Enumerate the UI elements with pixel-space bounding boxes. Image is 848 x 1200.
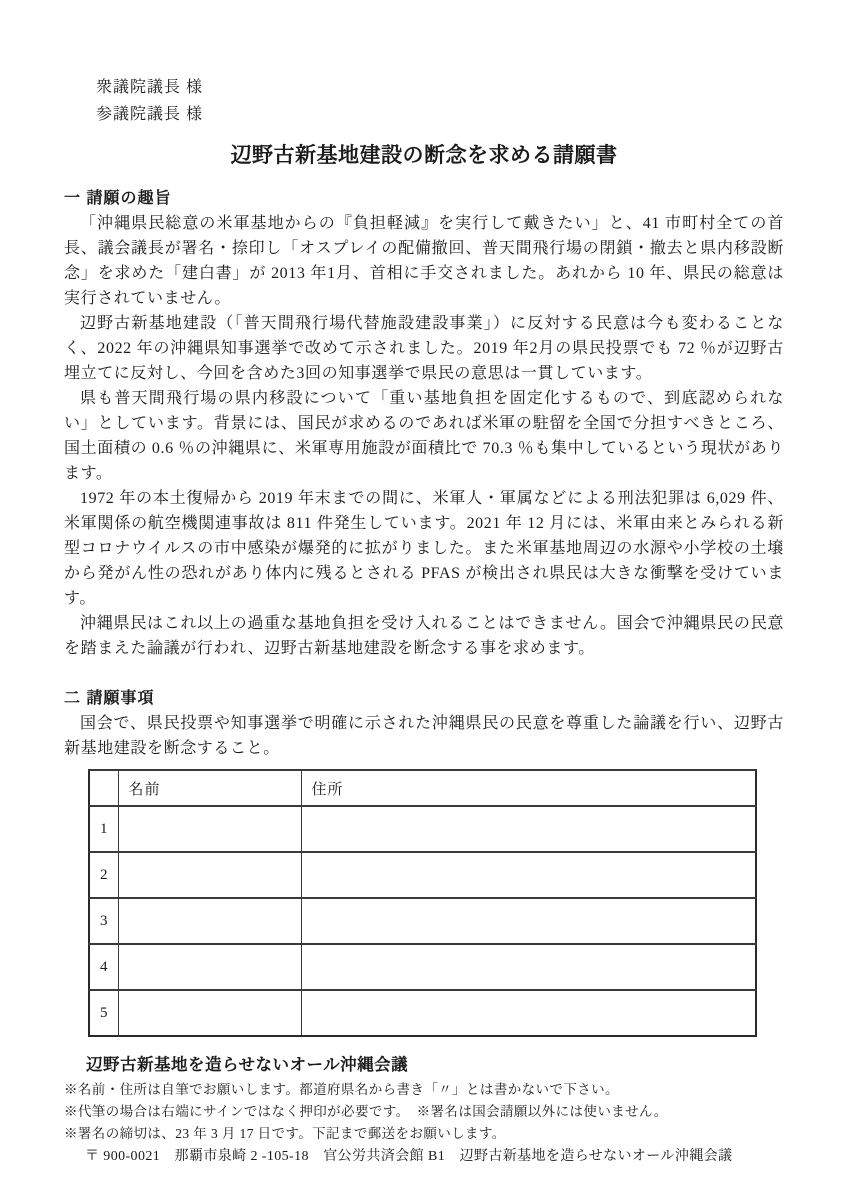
signature-row-3 [89, 898, 756, 944]
signature-address-cell[interactable] [301, 806, 756, 852]
signature-name-cell[interactable] [118, 944, 301, 990]
addressee-line-house-of-councillors: 参議院議長 様 [96, 106, 204, 123]
footnote-block [64, 1079, 784, 1145]
signature-name-cell[interactable] [118, 806, 301, 852]
signature-name-cell[interactable] [118, 898, 301, 944]
paragraph-elections: 辺野古新基地建設（「普天間飛行場代替施設建設事業」）に反対する民意は今も変わることなく、2022 年の沖縄県知事選挙で改めて示されました。2019 年2月の県民投票でも 72 ％が辺野古埋立てに反対し、今回を含めた3回の知事選挙で県民の意思は一貫しています。 [64, 315, 784, 382]
organization-name: 辺野古新基地を造らせないオール沖縄会議 [86, 1056, 409, 1074]
signature-name-cell[interactable] [118, 852, 301, 898]
row-number: 5 [89, 990, 118, 1036]
signature-address-cell[interactable] [301, 852, 756, 898]
section-heading-petition-items: 二 請願事項 [64, 690, 155, 707]
footnote-deadline: ※署名の締切は、23 年 3 月 17 日です。下記まで郵送をお願いします。 [64, 1126, 506, 1141]
signature-table-header-row [89, 770, 756, 806]
addressee-line-house-of-representatives: 衆議院議長 様 [96, 79, 204, 96]
row-number: 2 [89, 852, 118, 898]
column-header-address: 住所 [301, 770, 756, 806]
signature-name-cell[interactable] [118, 990, 301, 1036]
paragraph-kenpakusho: 「沖縄県民総意の米軍基地からの『負担軽減』を実行して戴きたい」と、41 市町村全ての首長、議会議長が署名・捺印し「オスプレイの配備撤回、普天間飛行場の閉鎖・撤去と県内移設断念」を求めた「建白書」が 2013 年1月、首相に手交されました。あれから 10 年、県民の総意は実行されていません。 [64, 215, 784, 307]
row-number: 4 [89, 944, 118, 990]
signature-table [88, 769, 757, 1037]
row-number: 1 [89, 806, 118, 852]
column-header-number [89, 770, 118, 806]
signature-row-5 [89, 990, 756, 1036]
section-heading-purpose: 一 請願の趣旨 [64, 190, 172, 207]
addressee-block [96, 74, 784, 128]
paragraph-incidents-pfas: 1972 年の本土復帰から 2019 年末までの間に、米軍人・軍属などによる刑法犯罪は 6,029 件、米軍関係の航空機関連事故は 811 件発生しています。2021 年 12 月には、米軍由来とみられる新型コロナウイルスの市中感染が爆発的に拡がりました。また米軍基地周辺の水源や小学校の土壌から発がん性の恐れがあり体内に残るとされる PFAS が検出され県民は大きな衝撃を受けています。 [64, 490, 784, 607]
paragraph-conclusion: 沖縄県民はこれ以上の過重な基地負担を受け入れることはできません。国会で沖縄県民の民意を踏まえた論議が行われ、辺野古新基地建設を断念する事を求めます。 [64, 615, 784, 657]
signature-address-cell[interactable] [301, 898, 756, 944]
footnote-proxy-seal: ※代筆の場合は右端にサインではなく押印が必要です。 ※署名は国会請願以外には使いません。 [64, 1104, 668, 1119]
paragraph-base-burden: 県も普天間飛行場の県内移設について「重い基地負担を固定化するもので、到底認められない」としています。背景には、国民が求めるのであれば米軍の駐留を全国で分担すべきところ、国土面積の 0.6 ％の沖縄県に、米軍専用施設が面積比で 70.3 ％も集中しているという現状があります。 [64, 390, 784, 482]
mailing-address: 〒 900-0021 那覇市泉崎 2 -105-18 官公労共済会館 B1 辺野古新基地を造らせないオール沖縄会議 [85, 1149, 733, 1164]
document-title: 辺野古新基地建設の断念を求める請願書 [230, 143, 618, 167]
signature-address-cell[interactable] [301, 944, 756, 990]
paragraph-petition-item: 国会で、県民投票や知事選挙で明確に示された沖縄県民の民意を尊重した論議を行い、辺野古新基地建設を断念すること。 [64, 715, 784, 757]
footnote-handwriting: ※名前・住所は自筆でお願いします。都道府県名から書き「〃」とは書かないで下さい。 [64, 1082, 619, 1097]
signature-address-cell[interactable] [301, 990, 756, 1036]
signature-row-4 [89, 944, 756, 990]
row-number: 3 [89, 898, 118, 944]
signature-row-1 [89, 806, 756, 852]
signature-row-2 [89, 852, 756, 898]
column-header-name: 名前 [118, 770, 301, 806]
